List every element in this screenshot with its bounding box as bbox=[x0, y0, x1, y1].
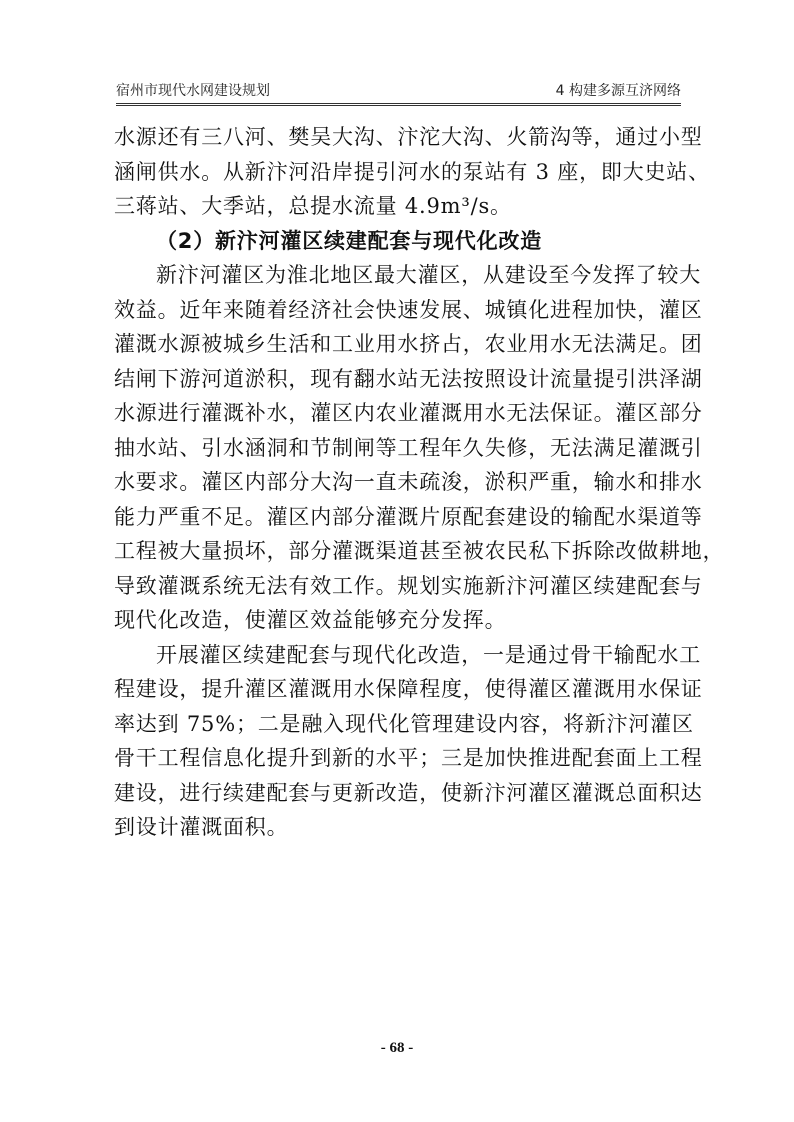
header-chapter-title: 4 构建多源互济网络 bbox=[555, 83, 681, 99]
text-line: 导致灌溉系统无法有效工作。规划实施新汴河灌区续建配套与 bbox=[114, 573, 703, 598]
text-line: 能力严重不足。灌区内部分灌溉片原配套建设的输配水渠道等 bbox=[114, 504, 703, 529]
text-line: 现代化改造，使灌区效益能够充分发挥。 bbox=[114, 608, 507, 632]
text-line: 建设，进行续建配套与更新改造，使新汴河灌区灌溉总面积达 bbox=[114, 780, 703, 805]
text-line: 骨干工程信息化提升到新的水平；三是加快推进配套面上工程 bbox=[114, 746, 703, 770]
text-line: 程建设，提升灌区灌溉用水保障程度，使得灌区灌溉用水保证 bbox=[114, 677, 703, 701]
text-line: 灌溉水源被城乡生活和工业用水挤占，农业用水无法满足。团 bbox=[114, 332, 703, 356]
text-line: 抽水站、引水涵洞和节制闸等工程年久失修，无法满足灌溉引 bbox=[114, 435, 703, 460]
text-line: 水要求。灌区内部分大沟一直未疏浚，淤积严重，输水和排水 bbox=[114, 470, 703, 494]
text-line: 水源还有三八河、樊吴大沟、汴沱大沟、火箭沟等，通过小型 bbox=[114, 125, 703, 149]
header-document-title: 宿州市现代水网建设规划 bbox=[116, 83, 270, 99]
text-line: 涵闸供水。从新汴河沿岸提引河水的泵站有 3 座，即大史站、 bbox=[114, 159, 710, 184]
text-line: 效益。近年来随着经济社会快速发展、城镇化进程加快，灌区 bbox=[114, 297, 703, 322]
running-header bbox=[116, 80, 681, 102]
text-line: 到设计灌溉面积。 bbox=[114, 815, 289, 839]
text-line: 开展灌区续建配套与现代化改造，一是通过骨干输配水工 bbox=[156, 642, 701, 667]
text-line: 新汴河灌区为淮北地区最大灌区，从建设至今发挥了较大 bbox=[156, 263, 701, 287]
text-line: 工程被大量损坏，部分灌溉渠道甚至被农民私下拆除改做耕地， bbox=[114, 539, 725, 563]
page-number: - 68 - bbox=[380, 1040, 414, 1056]
text-line: 水源进行灌溉补水，灌区内农业灌溉用水无法保证。灌区部分 bbox=[114, 401, 703, 425]
section-heading: （2）新汴河灌区续建配套与现代化改造 bbox=[156, 228, 543, 253]
text-line: 三蒋站、大季站，总提水流量 4.9m³/s。 bbox=[114, 194, 512, 218]
text-line: 率达到 75%；二是融入现代化管理建设内容，将新汴河灌区 bbox=[114, 711, 694, 736]
text-line: 结闸下游河道淤积，现有翻水站无法按照设计流量提引洪泽湖 bbox=[114, 366, 703, 391]
header-rule bbox=[116, 103, 681, 106]
page-body bbox=[114, 120, 725, 845]
